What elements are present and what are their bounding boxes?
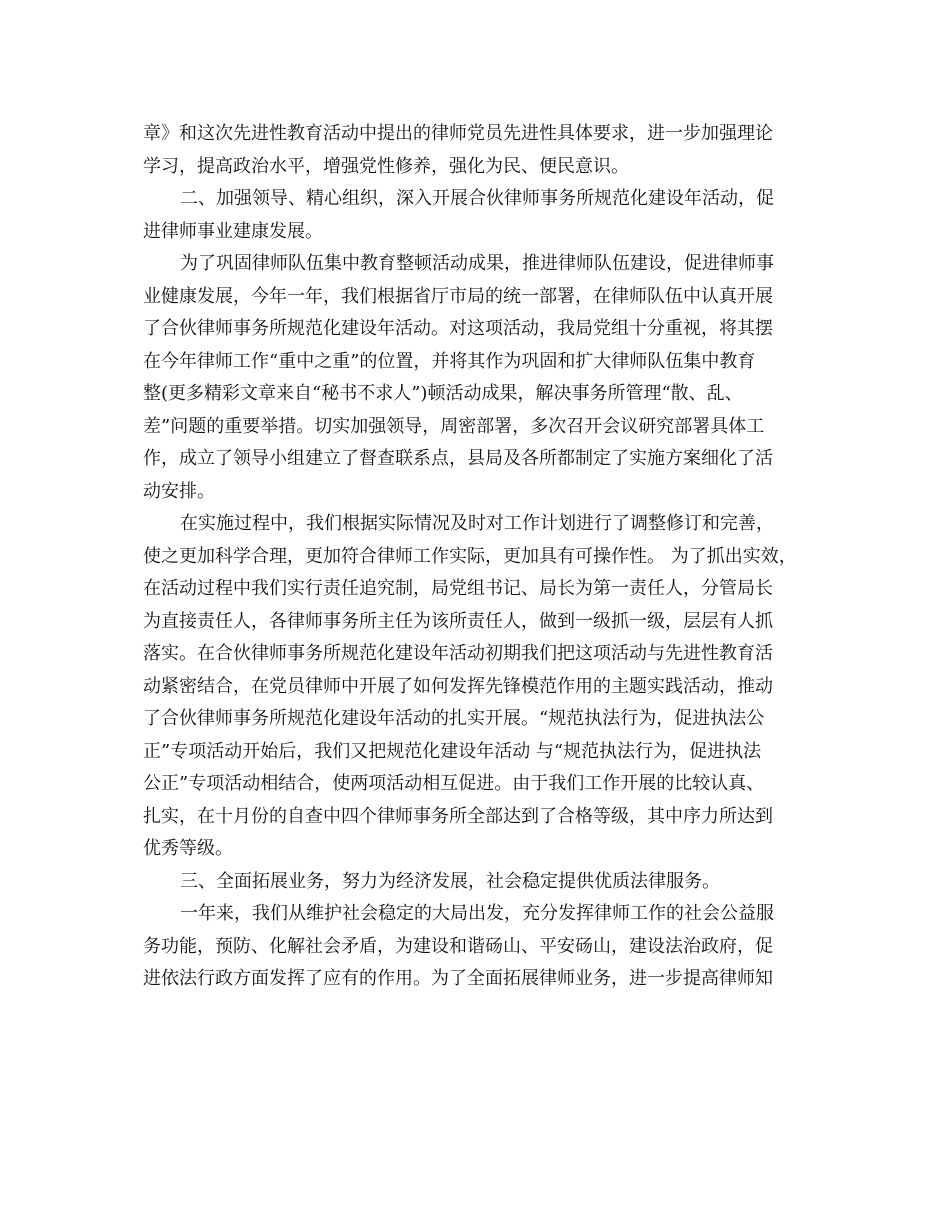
- text-line: 公正”专项活动相结合，使两项活动相互促进。由于我们工作开展的比较认真、: [143, 773, 765, 794]
- text-line: 在今年律师工作“重中之重”的位置，并将其作为巩固和扩大律师队伍集中教育: [143, 350, 756, 372]
- text-line: 务功能，预防、化解社会矛盾，为建设和谐砀山、平安砀山，建设法治政府，促: [143, 935, 773, 957]
- text-line: 进依法行政方面发挥了应有的作用。为了全面拓展律师业务，进一步提高律师知: [143, 968, 773, 989]
- text-line: 整(更多精彩文章来自“秘书不求人”)顿活动成果，解决事务所管理“散、乱、: [143, 383, 743, 404]
- text-line: 业健康发展，今年一年，我们根据省厅市局的统一部署，在律师队伍中认真开展: [143, 285, 773, 307]
- document-body: [143, 118, 823, 996]
- text-line: 学习，提高政治水平，增强党性修养，强化为民、便民意识。: [143, 155, 629, 177]
- text-line: 使之更加科学合理，更加符合律师工作实际，更加具有可操作性。 为了抓出实效，: [143, 545, 797, 567]
- text-line: 了合伙律师事务所规范化建设年活动。对这项活动，我局党组十分重视，将其摆: [143, 318, 773, 339]
- text-line: 章》和这次先进性教育活动中提出的律师党员先进性具体要求，进一步加强理论: [143, 123, 773, 144]
- text-line: 三、全面拓展业务，努力为经济发展，社会稳定提供优质法律服务。: [180, 870, 720, 892]
- text-line: 作，成立了领导小组建立了督查联系点，县局及各所都制定了实施方案细化了活: [143, 448, 773, 469]
- text-line: 扎实，在十月份的自查中四个律师事务所全部达到了合格等级，其中序力所达到: [143, 805, 773, 827]
- text-line: 二、加强领导、精心组织，深入开展合伙律师事务所规范化建设年活动，促: [180, 188, 774, 209]
- text-line: 落实。在合伙律师事务所规范化建设年活动初期我们把这项活动与先进性教育活: [143, 643, 773, 664]
- text-line: 了合伙律师事务所规范化建设年活动的扎实开展。“规范执法行为，促进执法公: [143, 708, 765, 729]
- text-line: 动安排。: [143, 480, 215, 502]
- text-line: 为直接责任人，各律师事务所主任为该所责任人，做到一级抓一级，层层有人抓: [143, 610, 773, 632]
- text-line: 在实施过程中，我们根据实际情况及时对工作计划进行了调整修订和完善，: [180, 513, 774, 534]
- text-line: 动紧密结合，在党员律师中开展了如何发挥先锋模范作用的主题实践活动，推动: [143, 675, 773, 697]
- text-line: 优秀等级。: [143, 838, 233, 859]
- text-line: 正”专项活动开始后，我们又把规范化建设年活动 与“规范执法行为，促进执法: [143, 740, 762, 762]
- text-line: 一年来，我们从维护社会稳定的大局出发，充分发挥律师工作的社会公益服: [180, 903, 774, 924]
- text-line: 差”问题的重要举措。切实加强领导，周密部署，多次召开会议研究部署具体工: [143, 415, 765, 437]
- text-line: 进律师事业建康发展。: [143, 220, 323, 242]
- text-line: 在活动过程中我们实行责任追究制，局党组书记、局长为第一责任人，分管局长: [143, 578, 773, 599]
- text-line: 为了巩固律师队伍集中教育整顿活动成果，推进律师队伍建设，促进律师事: [180, 253, 774, 274]
